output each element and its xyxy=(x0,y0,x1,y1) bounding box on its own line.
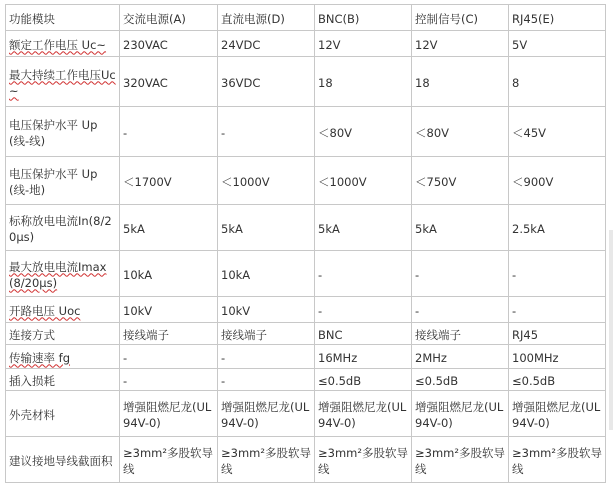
table-cell: 增强阻燃尼龙(UL94V-0) xyxy=(509,391,606,437)
table-cell: ≤0.5dB xyxy=(412,369,509,391)
table-cell: 10kV xyxy=(120,297,218,323)
table-cell: 2.5kA xyxy=(509,205,606,251)
table-cell: 接线端子 xyxy=(218,323,315,345)
table-cell: - xyxy=(412,251,509,297)
table-cell: - xyxy=(218,369,315,391)
row-label: 额定工作电压 Uc~ xyxy=(9,37,107,52)
table-row xyxy=(6,391,606,437)
row-label-cell xyxy=(6,157,120,205)
table-cell: ＜80V xyxy=(315,107,412,157)
table-cell: 10kV xyxy=(218,297,315,323)
table-cell: ≥3mm²多股软导线 xyxy=(315,437,412,483)
table-cell: 10kA xyxy=(218,251,315,297)
table-row xyxy=(6,57,606,107)
row-label: 外壳材料 xyxy=(9,407,55,422)
row-label: 开路电压 Uoc xyxy=(9,303,81,318)
spec-table xyxy=(5,4,606,483)
table-row xyxy=(6,157,606,205)
header-cell-dc-power: 直流电源(D) xyxy=(218,5,315,31)
row-label: 标称放电电流In(8/20μs) xyxy=(9,213,112,244)
table-cell: - xyxy=(509,251,606,297)
table-cell: 增强阻燃尼龙(UL94V-0) xyxy=(120,391,218,437)
row-label: 插入损耗 xyxy=(9,373,55,388)
row-label: 传输速率 fg xyxy=(9,350,71,365)
table-row xyxy=(6,345,606,369)
row-label-cell xyxy=(6,345,120,369)
table-cell: RJ45 xyxy=(509,323,606,345)
table-cell: ≥3mm²多股软导线 xyxy=(412,437,509,483)
table-cell: 8 xyxy=(509,57,606,107)
header-row xyxy=(6,5,606,31)
row-label-cell xyxy=(6,107,120,157)
table-cell: - xyxy=(315,297,412,323)
table-cell: ＜900V xyxy=(509,157,606,205)
table-cell: 10kA xyxy=(120,251,218,297)
table-cell: 100MHz xyxy=(509,345,606,369)
table-cell: ≥3mm²多股软导线 xyxy=(509,437,606,483)
table-cell: 24VDC xyxy=(218,31,315,57)
header-label-cell: 功能模块 xyxy=(6,5,120,31)
header-cell-bnc: BNC(B) xyxy=(315,5,412,31)
table-cell: 增强阻燃尼龙(UL94V-0) xyxy=(412,391,509,437)
table-cell: - xyxy=(412,297,509,323)
table-cell: 18 xyxy=(315,57,412,107)
table-cell: - xyxy=(120,345,218,369)
table-cell: 5kA xyxy=(412,205,509,251)
table-cell: 320VAC xyxy=(120,57,218,107)
row-label-cell xyxy=(6,297,120,323)
table-cell: 接线端子 xyxy=(412,323,509,345)
table-row xyxy=(6,369,606,391)
table-cell: 12V xyxy=(315,31,412,57)
table-cell: 5V xyxy=(509,31,606,57)
table-row xyxy=(6,205,606,251)
table-cell: ＜80V xyxy=(412,107,509,157)
table-cell: ＜1700V xyxy=(120,157,218,205)
row-label-cell xyxy=(6,251,120,297)
table-cell: 230VAC xyxy=(120,31,218,57)
table-cell: ＜45V xyxy=(509,107,606,157)
table-cell: 18 xyxy=(412,57,509,107)
table-cell: 36VDC xyxy=(218,57,315,107)
table-row xyxy=(6,297,606,323)
header-cell-rj45: RJ45(E) xyxy=(509,5,606,31)
row-label-cell xyxy=(6,437,120,483)
row-label-cell xyxy=(6,391,120,437)
table-cell: ＜1000V xyxy=(315,157,412,205)
table-cell: 接线端子 xyxy=(120,323,218,345)
row-label-cell xyxy=(6,369,120,391)
table-cell: 5kA xyxy=(120,205,218,251)
table-cell: ＜1000V xyxy=(218,157,315,205)
row-label: 电压保护水平 Up(线-地) xyxy=(9,166,98,197)
table-cell: 16MHz xyxy=(315,345,412,369)
table-cell: - xyxy=(218,345,315,369)
row-label-cell xyxy=(6,31,120,57)
table-cell: ≥3mm²多股软导线 xyxy=(120,437,218,483)
row-label: 最大放电电流Imax(8/20μs) xyxy=(9,259,107,290)
table-cell: ＜750V xyxy=(412,157,509,205)
table-cell: - xyxy=(120,369,218,391)
table-cell: - xyxy=(120,107,218,157)
table-cell: ≤0.5dB xyxy=(315,369,412,391)
table-cell: ≤0.5dB xyxy=(509,369,606,391)
spec-table-body xyxy=(6,5,606,483)
row-label-cell xyxy=(6,205,120,251)
table-row xyxy=(6,437,606,483)
row-label: 最大持续工作电压Uc~ xyxy=(9,67,116,98)
row-label: 建议接地导线截面积 xyxy=(9,453,113,468)
row-label: 电压保护水平 Up(线-线) xyxy=(9,117,98,148)
table-cell: 2MHz xyxy=(412,345,509,369)
table-cell: - xyxy=(218,107,315,157)
table-row xyxy=(6,107,606,157)
row-label: 连接方式 xyxy=(9,327,55,342)
table-cell: BNC xyxy=(315,323,412,345)
table-cell: - xyxy=(315,251,412,297)
scrollbar-edge[interactable] xyxy=(609,230,613,430)
table-row xyxy=(6,31,606,57)
header-cell-control-signal: 控制信号(C) xyxy=(412,5,509,31)
table-row xyxy=(6,323,606,345)
row-label-cell xyxy=(6,57,120,107)
table-cell: 5kA xyxy=(218,205,315,251)
row-label-cell xyxy=(6,323,120,345)
table-cell: 5kA xyxy=(315,205,412,251)
table-cell: 12V xyxy=(412,31,509,57)
table-row xyxy=(6,251,606,297)
table-cell: - xyxy=(509,297,606,323)
table-cell: 增强阻燃尼龙(UL94V-0) xyxy=(315,391,412,437)
header-cell-ac-power: 交流电源(A) xyxy=(120,5,218,31)
table-cell: 增强阻燃尼龙(UL94V-0) xyxy=(218,391,315,437)
table-cell: ≥3mm²多股软导线 xyxy=(218,437,315,483)
